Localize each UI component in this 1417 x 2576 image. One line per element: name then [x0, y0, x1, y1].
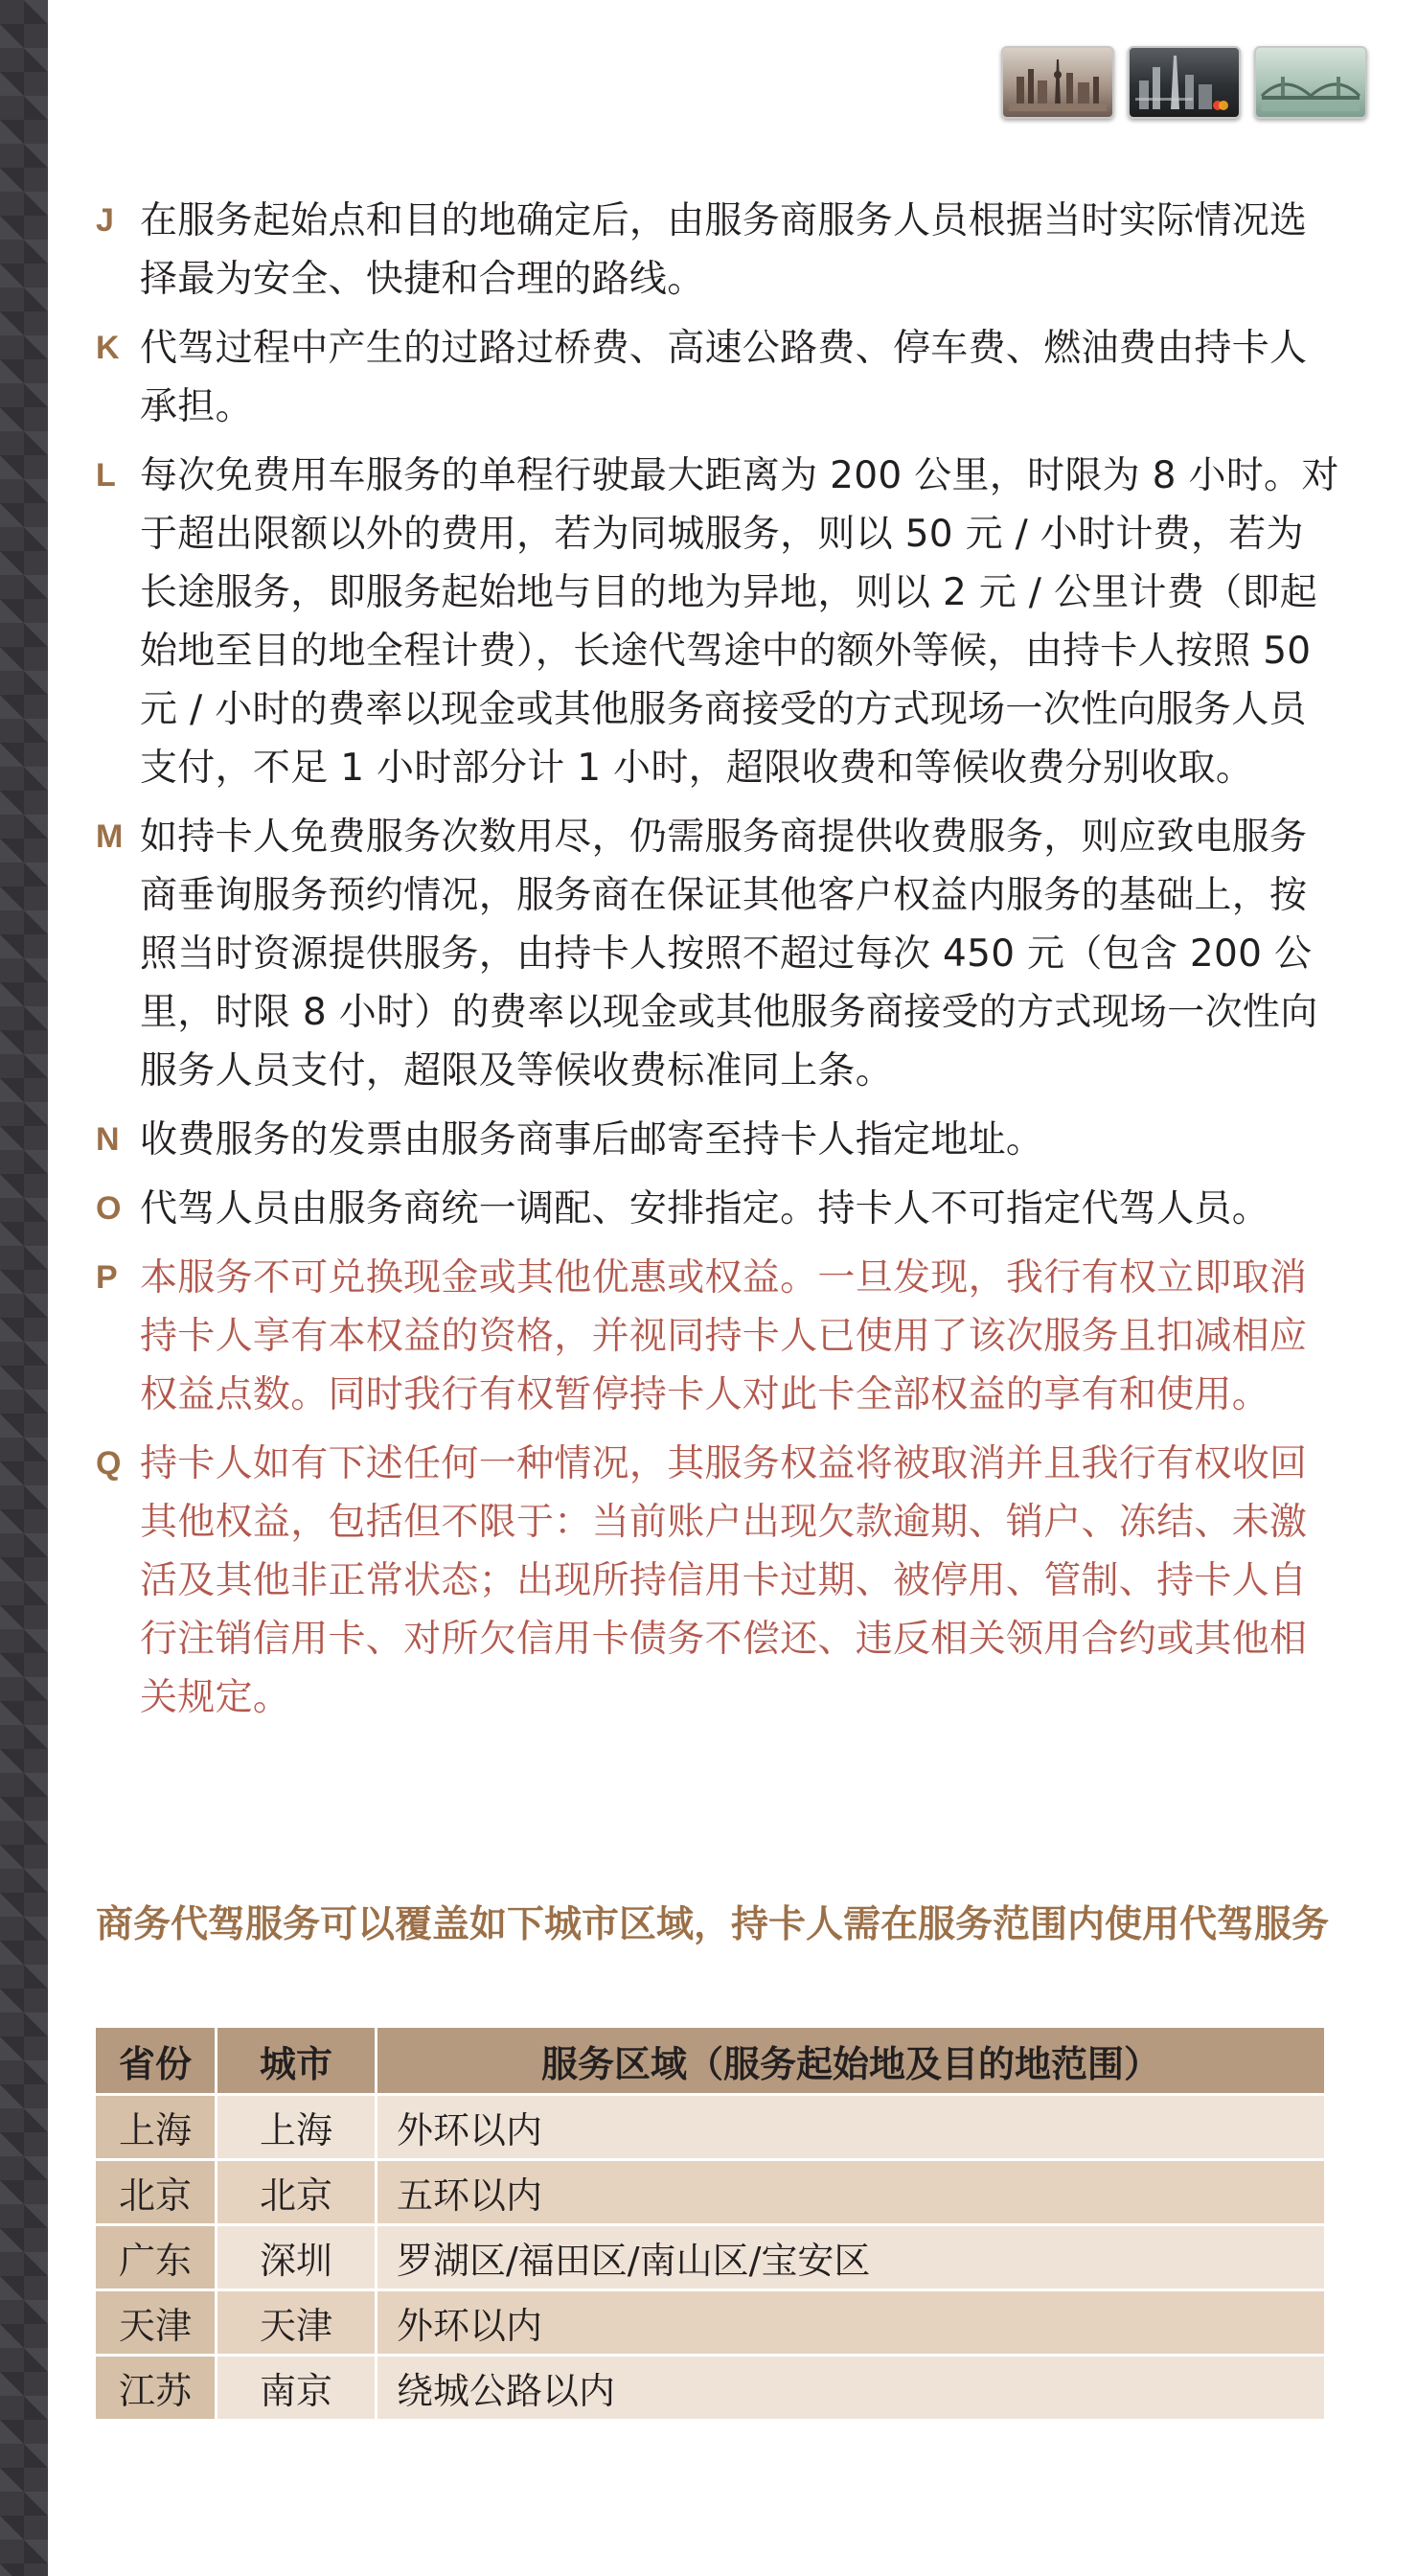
area-cell: 绕城公路以内 [377, 2354, 1324, 2419]
table-header-row [96, 2028, 1324, 2093]
column-header-city: 城市 [217, 2028, 377, 2093]
card-thumbnails [1001, 46, 1367, 119]
term-item [96, 1180, 1341, 1238]
table-row [96, 2288, 1324, 2354]
term-item [96, 319, 1341, 436]
city-cell: 深圳 [217, 2223, 377, 2288]
term-text: 代驾过程中产生的过路过桥费、高速公路费、停车费、燃油费由持卡人承担。 [140, 327, 1308, 428]
province-cell: 天津 [96, 2288, 217, 2354]
term-item-highlighted [96, 1249, 1341, 1424]
term-letter: N [96, 1121, 120, 1158]
term-item [96, 447, 1341, 797]
city-cell: 天津 [217, 2288, 377, 2354]
term-item [96, 808, 1341, 1100]
card-image [1254, 46, 1367, 119]
table-row [96, 2093, 1324, 2158]
term-text: 收费服务的发票由服务商事后邮寄至持卡人指定地址。 [140, 1118, 1044, 1162]
term-text: 每次免费用车服务的单程行驶最大距离为 200 公里，时限为 8 小时。对于超出限额以外的费用，若为同城服务，则以 50 元 / 小时计费，若为长途服务，即服务起始地与目的地为异地，则以 2 元 / 公里计费（即起始地至目的地全程计费），长途代驾途中的额外等候，由持卡人按照 50 元 / 小时的费率以现金或其他服务商接受的方式现场一次性向服务人员支付，不足 1 小时部分计 1 小时，超限收费和等候收费分别收取。 [140, 454, 1339, 790]
term-text: 代驾人员由服务商统一调配、安排指定。持卡人不可指定代驾人员。 [140, 1187, 1270, 1230]
city-skyline-icon [1130, 48, 1239, 117]
card-image [1128, 46, 1241, 119]
bridge-landscape-icon [1256, 48, 1365, 117]
area-cell: 外环以内 [377, 2288, 1324, 2354]
table-row [96, 2158, 1324, 2223]
table-row [96, 2354, 1324, 2419]
term-letter: L [96, 457, 116, 494]
coverage-heading: 商务代驾服务可以覆盖如下城市区域，持卡人需在服务范围内使用代驾服务 [96, 1903, 1330, 1946]
term-letter: P [96, 1259, 118, 1296]
term-letter: J [96, 202, 114, 239]
area-cell: 外环以内 [377, 2093, 1324, 2158]
city-cell: 北京 [217, 2158, 377, 2223]
term-item-highlighted [96, 1435, 1341, 1727]
card-image [1001, 46, 1114, 119]
decorative-side-strip [0, 0, 48, 2576]
province-cell: 北京 [96, 2158, 217, 2223]
term-letter: O [96, 1190, 122, 1227]
area-cell: 罗湖区/福田区/南山区/宝安区 [377, 2223, 1324, 2288]
column-header-area: 服务区域（服务起始地及目的地范围） [377, 2028, 1324, 2093]
column-header-province: 省份 [96, 2028, 217, 2093]
coverage-table [96, 2028, 1324, 2419]
term-text: 如持卡人免费服务次数用尽，仍需服务商提供收费服务，则应致电服务商垂询服务预约情况，服务商在保证其他客户权益内服务的基础上，按照当时资源提供服务，由持卡人按照不超过每次 450 元（包含 200 公里，时限 8 小时）的费率以现金或其他服务商接受的方式现场一次性向服务人员支付，超限及等候收费标准同上条。 [140, 816, 1318, 1092]
term-letter: Q [96, 1445, 122, 1482]
term-letter: M [96, 818, 124, 855]
term-text: 本服务不可兑换现金或其他优惠或权益。一旦发现，我行有权立即取消持卡人享有本权益的资格，并视同持卡人已使用了该次服务且扣减相应权益点数。同时我行有权暂停持卡人对此卡全部权益的享有和使用。 [140, 1256, 1308, 1416]
area-cell: 五环以内 [377, 2158, 1324, 2223]
table-row [96, 2223, 1324, 2288]
term-text: 在服务起始点和目的地确定后，由服务商服务人员根据当时实际情况选择最为安全、快捷和合理的路线。 [140, 199, 1308, 301]
city-cell: 南京 [217, 2354, 377, 2419]
term-letter: K [96, 330, 120, 366]
city-cell: 上海 [217, 2093, 377, 2158]
province-cell: 广东 [96, 2223, 217, 2288]
term-text: 持卡人如有下述任何一种情况，其服务权益将被取消并且我行有权收回其他权益，包括但不限于：当前账户出现欠款逾期、销户、冻结、未激活及其他非正常状态；出现所持信用卡过期、被停用、管制、持卡人自行注销信用卡、对所欠信用卡债务不偿还、违反相关领用合约或其他相关规定。 [140, 1442, 1308, 1719]
province-cell: 江苏 [96, 2354, 217, 2419]
term-item [96, 192, 1341, 309]
term-item [96, 1111, 1341, 1169]
terms-list [96, 192, 1341, 1737]
city-skyline-icon [1003, 48, 1112, 117]
province-cell: 上海 [96, 2093, 217, 2158]
